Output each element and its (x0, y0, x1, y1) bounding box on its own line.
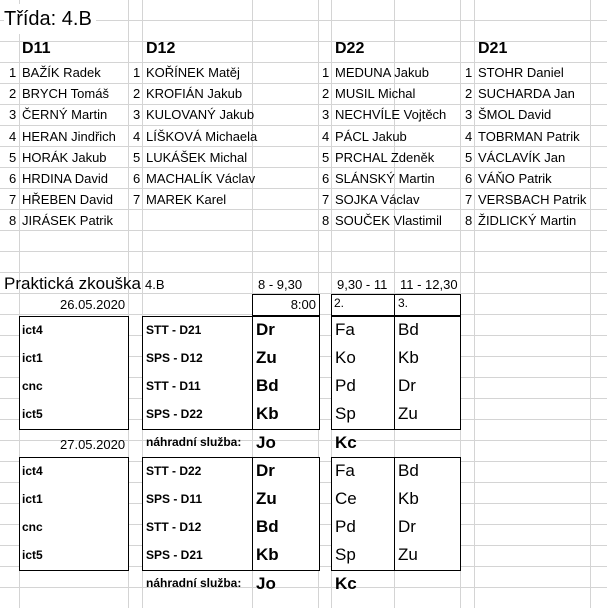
start-time: 8:00 (290, 297, 316, 312)
student-name: KULOVANÝ Jakub (146, 107, 255, 123)
student-name: TOBRMAN Patrik (478, 128, 580, 144)
period3-teacher: Dr (398, 376, 416, 395)
student-number: 3 (9, 107, 17, 123)
time-slot-2: 9,30 - 11 (337, 277, 388, 292)
student-number: 7 (465, 192, 473, 208)
room-cell: ict5 (22, 548, 43, 562)
student-name: BAŽÍK Radek (22, 65, 101, 80)
substitute-2: Kc (335, 433, 357, 452)
student-number: 2 (465, 86, 473, 102)
room-cell: ict4 (22, 323, 43, 337)
group-cell: STT - D12 (146, 520, 202, 534)
student-number: 6 (9, 171, 17, 186)
student-name: HŘEBEN David (22, 192, 114, 208)
student-name: LUKÁŠEK Michal (146, 149, 248, 165)
student-name: ČERNÝ Martin (22, 107, 108, 123)
period3-teacher: Bd (398, 320, 419, 339)
period2-teacher: Fa (335, 461, 355, 480)
period2-teacher: Ko (335, 348, 356, 367)
student-name: SOJKA Václav (335, 192, 420, 208)
exam-date: 26.05.2020 (60, 297, 126, 312)
student-number: 6 (465, 171, 473, 186)
period-header-cell (331, 294, 461, 316)
student-number: 1 (133, 65, 141, 80)
group-cell: SPS - D22 (146, 407, 203, 421)
student-number: 5 (322, 149, 330, 165)
period2-teacher: Pd (335, 517, 356, 536)
period1-teacher: Kb (256, 545, 279, 564)
time-slot-1: 8 - 9,30 (258, 277, 303, 292)
student-name: ŠMOL David (478, 107, 552, 123)
time-slot-3: 11 - 12,30 (400, 277, 458, 292)
student-name: MACHALÍK Václav (146, 171, 256, 186)
room-cell: cnc (22, 379, 43, 393)
period-divider (394, 457, 395, 571)
period-2-label: 2. (334, 296, 345, 310)
group-header-d21: D21 (478, 40, 508, 57)
group-cell: SPS - D11 (146, 492, 203, 506)
period2-teacher: Sp (335, 545, 356, 564)
period3-teacher: Zu (398, 545, 418, 564)
student-name: JIRÁSEK Patrik (22, 213, 114, 229)
student-name: ŽIDLICKÝ Martin (478, 213, 577, 229)
student-number: 1 (322, 65, 330, 80)
student-number: 8 (465, 213, 473, 229)
student-name: STOHR Daniel (478, 65, 564, 80)
period3-teacher: Dr (398, 517, 416, 536)
room-cell: cnc (22, 520, 43, 534)
period2-teacher: Fa (335, 320, 355, 339)
period3-teacher: Kb (398, 489, 419, 508)
student-number: 2 (133, 86, 141, 102)
exam-title: Praktická zkouška (4, 274, 141, 293)
student-number: 3 (465, 107, 473, 123)
student-name: BRYCH Tomáš (22, 86, 109, 102)
period-divider (394, 316, 395, 430)
group-cell: SPS - D21 (146, 548, 203, 562)
room-cell: ict1 (22, 351, 43, 365)
substitute-label: náhradní služba: (146, 435, 242, 449)
student-name: VÁŇO Patrik (478, 171, 552, 186)
student-name: KOŘÍNEK Matěj (146, 65, 240, 80)
student-number: 7 (133, 192, 141, 208)
student-name: LÍŠKOVÁ Michaela (146, 128, 258, 144)
student-number: 7 (322, 192, 330, 208)
substitute-1: Jo (256, 574, 276, 593)
group-header-d11: D11 (22, 40, 51, 57)
period1-teacher: Zu (256, 348, 277, 367)
student-number: 6 (133, 171, 141, 186)
group-cell: STT - D21 (146, 323, 202, 337)
start-time-cell (252, 294, 320, 316)
period1-teacher: Bd (256, 517, 279, 536)
student-number: 4 (465, 128, 473, 144)
period1-teacher: Kb (256, 404, 279, 423)
student-number: 2 (322, 86, 330, 102)
room-cell: ict4 (22, 464, 43, 478)
student-name: MAREK Karel (146, 192, 227, 208)
substitute-label: náhradní služba: (146, 576, 242, 590)
group-cell: STT - D22 (146, 464, 202, 478)
student-number: 8 (9, 213, 17, 229)
student-name: NECHVÍLE Vojtěch (335, 107, 447, 123)
student-number: 1 (465, 65, 473, 80)
student-number: 4 (9, 128, 17, 144)
substitute-2: Kc (335, 574, 357, 593)
period1-teacher: Zu (256, 489, 277, 508)
group-cell: STT - D11 (146, 379, 201, 393)
period-3-label: 3. (398, 296, 409, 310)
student-name: PRCHAL Zdeněk (335, 149, 435, 165)
student-name: VÁCLAVÍK Jan (478, 149, 566, 165)
room-cell: ict1 (22, 492, 43, 506)
student-name: KROFIÁN Jakub (146, 86, 243, 102)
substitute-1: Jo (256, 433, 276, 452)
period1-teacher: Dr (256, 461, 275, 480)
student-name: MEDUNA Jakub (335, 65, 429, 80)
student-number: 5 (465, 149, 473, 165)
student-name: SUCHARDA Jan (478, 86, 575, 102)
student-number: 5 (133, 149, 141, 165)
exam-class: 4.B (145, 277, 165, 292)
grid-line (590, 0, 591, 608)
group-cell: SPS - D12 (146, 351, 203, 365)
period3-teacher: Bd (398, 461, 419, 480)
period2-teacher: Pd (335, 376, 356, 395)
student-name: SOUČEK Vlastimil (335, 213, 442, 229)
student-number: 2 (9, 86, 17, 102)
student-number: 4 (133, 128, 141, 144)
student-number: 1 (9, 65, 17, 80)
student-name: PÁCL Jakub (335, 128, 407, 144)
student-name: HORÁK Jakub (22, 149, 107, 165)
exam-date: 27.05.2020 (60, 437, 126, 452)
student-number: 8 (322, 213, 330, 229)
student-name: VERSBACH Patrik (478, 192, 587, 208)
student-name: SLÁNSKÝ Martin (335, 171, 435, 186)
student-number: 3 (322, 107, 330, 123)
group-header-d12: D12 (146, 40, 176, 57)
period2-teacher: Ce (335, 489, 357, 508)
period3-teacher: Zu (398, 404, 418, 423)
period3-teacher: Kb (398, 348, 419, 367)
period1-teacher: Bd (256, 376, 279, 395)
class-title: Třída: 4.B (4, 4, 96, 34)
student-number: 3 (133, 107, 141, 123)
grid-line (474, 0, 475, 608)
student-name: MUSIL Michal (335, 86, 416, 102)
group-header-d22: D22 (335, 40, 365, 57)
student-number: 6 (322, 171, 330, 186)
student-number: 5 (9, 149, 17, 165)
student-number: 7 (9, 192, 17, 208)
student-name: HRDINA David (22, 171, 108, 186)
student-name: HERAN Jindřich (22, 128, 116, 144)
room-cell: ict5 (22, 407, 43, 421)
period1-teacher: Dr (256, 320, 275, 339)
period2-teacher: Sp (335, 404, 356, 423)
student-number: 4 (322, 128, 330, 144)
